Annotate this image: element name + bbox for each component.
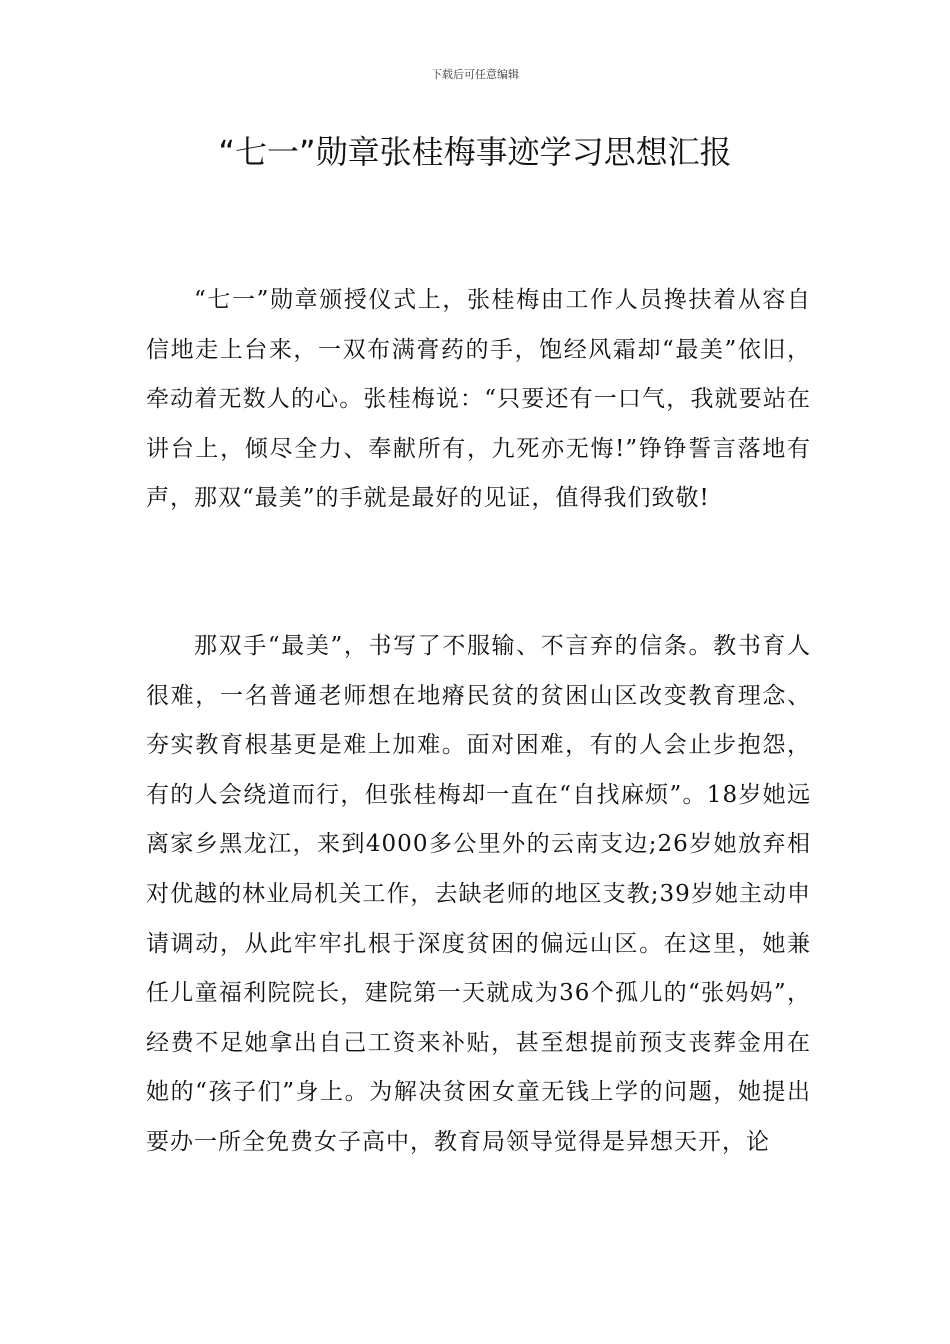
document-title: “七一”勋章张桂梅事迹学习思想汇报 (218, 133, 732, 171)
paragraph-1: “七一”勋章颁授仪式上，张桂梅由工作人员搀扶着从容自信地走上台来，一双布满膏药的手，饱经风霜却“最美”依旧，牵动着无数人的心。张桂梅说：“只要还有一口气，我就要站在讲台上，倾尽全力、奉献所有，九死亦无悔!”铮铮誓言落地有声，那双“最美”的手就是最好的见证，值得我们致敬! (146, 287, 811, 512)
paragraph-2: 那双手“最美”，书写了不服输、不言弃的信条。教书育人很难，一名普通老师想在地瘠民贫的贫困山区改变教育理念、夯实教育根基更是难上加难。面对困难，有的人会止步抱怨，有的人会绕道而行，但张桂梅却一直在“自找麻烦”。18岁她远离家乡黑龙江，来到4000多公里外的云南支边;26岁她放弃相对优越的林业局机关工作，去缺老师的地区支教;39岁她主动申请调动，从此牢牢扎根于深度贫困的偏远山区。在这里，她兼任儿童福利院院长，建院第一天就成为36个孤儿的“张妈妈”，经费不足她拿出自己工资来补贴，甚至想提前预支丧葬金用在她的“孩子们”身上。为解决贫困女童无钱上学的问题，她提出要办一所全免费女子高中，教育局领导觉得是异想天开，论 (146, 633, 811, 1155)
header-note: 下载后可任意编辑 (431, 68, 519, 81)
